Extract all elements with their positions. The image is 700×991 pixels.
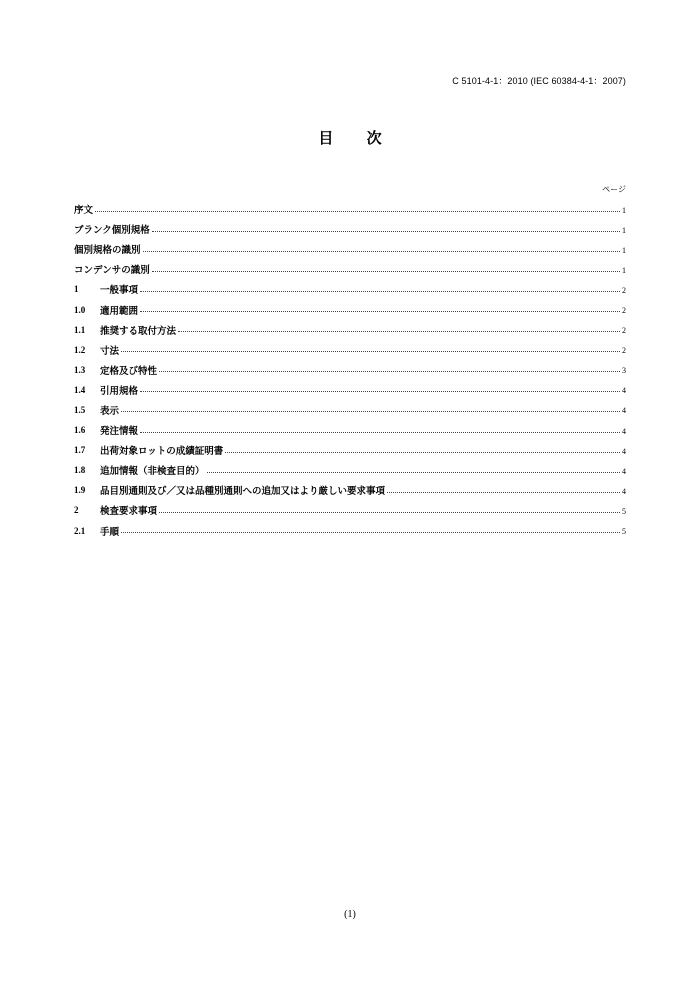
toc-entry[interactable] [74,239,626,259]
toc-entry[interactable] [74,340,626,360]
toc-entry-number: 1 [74,284,79,295]
toc-entry-number: 1.1 [74,324,86,335]
toc-entry-number: 2 [74,505,79,516]
toc-entry-page: 4 [622,446,626,456]
toc-entry-number: 2.1 [74,525,86,536]
toc-entry-title: 品目別通則及び／又は品種別通則への追加又はより厳しい要求事項 [100,486,386,498]
toc-entry-title: 追加情報（非検査目的） [100,466,205,478]
toc-dot-leader [207,472,620,473]
toc-entry-number: 1.9 [74,485,86,496]
toc-entry-page: 1 [622,225,626,235]
toc-dot-leader [152,231,620,232]
toc-entry-title: 寸法 [100,345,120,357]
toc-entry-title: 序文 [74,205,94,217]
toc-dot-leader [140,432,620,433]
toc-dot-leader [225,452,620,453]
toc-entry-number: 1.2 [74,344,86,355]
toc-dot-leader [140,311,620,312]
toc-entry-page: 2 [622,306,626,316]
toc-entry-title: 手順 [100,526,120,538]
toc-entry-title: 発注情報 [100,426,139,438]
toc-entry[interactable] [74,259,626,279]
toc-entry-page: 3 [622,366,626,376]
toc-entry[interactable] [74,279,626,299]
toc-dot-leader [121,351,620,352]
toc-entry-title: 引用規格 [100,385,139,397]
toc-dot-leader [95,211,620,212]
toc-entry-number: 1.7 [74,445,86,456]
toc-dot-leader [143,251,620,252]
toc-dot-leader [178,331,620,332]
toc-entry[interactable] [74,460,626,480]
toc-entry-page: 4 [622,386,626,396]
toc-entry-title: 適用範囲 [100,305,139,317]
toc-entry-number: 1.3 [74,364,86,375]
toc-entry-title: 表示 [100,405,120,417]
toc-entry[interactable] [74,400,626,420]
toc-entry[interactable] [74,500,626,520]
toc-entry-title: コンデンサの識別 [74,265,150,277]
toc-dot-leader [121,411,620,412]
toc-entry-page: 5 [622,506,626,516]
toc-entry-page: 1 [622,245,626,255]
toc-entry-title: 検査要求事項 [100,506,158,518]
toc-entry-title: 個別規格の識別 [74,245,141,257]
toc-entry-title: ブランク個別規格 [74,225,150,237]
toc-entry-page: 1 [622,205,626,215]
page-title: 目 次 [318,129,396,147]
toc-entry-title: 定格及び特性 [100,365,158,377]
toc-entry[interactable] [74,480,626,500]
toc-entry-page: 2 [622,326,626,336]
toc-entry[interactable] [74,420,626,440]
toc-entry[interactable] [74,219,626,239]
toc-entry-number: 1.0 [74,304,86,315]
toc-dot-leader [140,391,620,392]
toc-dot-leader [121,532,620,533]
toc-entry-number: 1.4 [74,384,86,395]
toc-entry[interactable] [74,299,626,319]
table-of-contents [74,199,626,541]
toc-entry[interactable] [74,380,626,400]
toc-entry[interactable] [74,521,626,541]
toc-dot-leader [159,371,620,372]
toc-dot-leader [387,492,620,493]
toc-entry-number: 1.8 [74,465,86,476]
toc-entry[interactable] [74,199,626,219]
toc-entry[interactable] [74,440,626,460]
toc-entry-page: 5 [622,527,626,537]
toc-dot-leader [152,271,620,272]
toc-entry-title: 一般事項 [100,285,139,297]
toc-entry-page: 2 [622,285,626,295]
toc-entry-page: 2 [622,346,626,356]
toc-entry-page: 1 [622,265,626,275]
toc-entry-title: 出荷対象ロットの成績証明書 [100,446,224,458]
toc-entry-page: 4 [622,486,626,496]
toc-dot-leader [159,512,620,513]
footer-page-number: (1) [344,909,356,920]
toc-entry-page: 4 [622,426,626,436]
standard-number-header: C 5101-4-1：2010 (IEC 60384-4-1：2007) [452,76,626,86]
toc-entry-number: 1.6 [74,425,86,436]
toc-entry-page: 4 [622,466,626,476]
toc-entry-title: 推奨する取付方法 [100,325,177,337]
toc-entry-page: 4 [622,406,626,416]
toc-entry[interactable] [74,320,626,340]
toc-dot-leader [140,291,620,292]
toc-entry[interactable] [74,360,626,380]
page-column-label: ページ [602,185,626,194]
toc-entry-number: 1.5 [74,404,86,415]
